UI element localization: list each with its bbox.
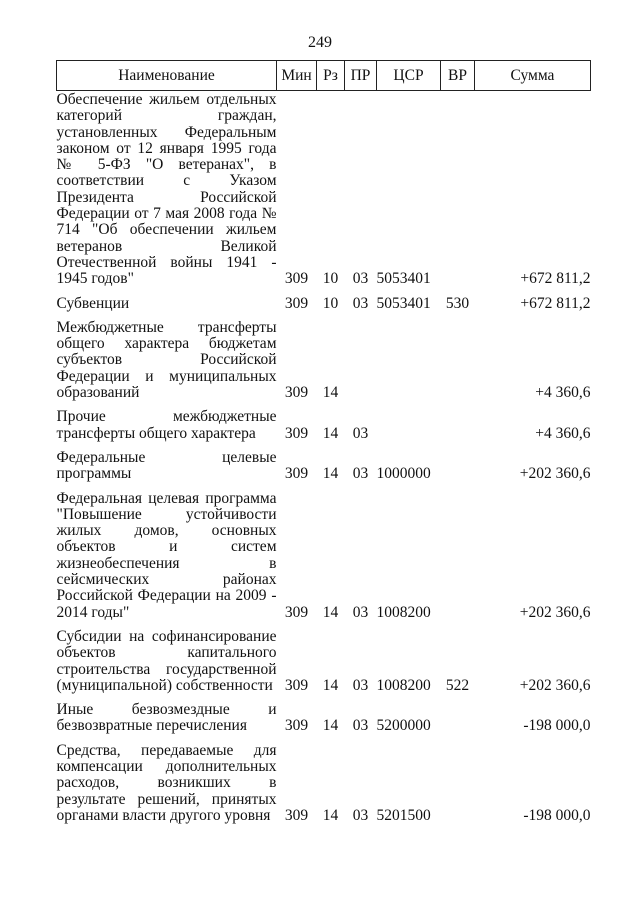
table-body	[57, 91, 591, 827]
row-sum: +202 360,6	[519, 465, 591, 483]
row-vr	[441, 91, 475, 290]
row-csr: 1008200	[376, 603, 431, 621]
row-pr: 03	[352, 294, 369, 312]
row-min: 309	[284, 384, 309, 402]
row-csr: 5053401	[376, 294, 431, 312]
table-row	[57, 444, 591, 485]
column-header-min: Мин	[277, 61, 317, 91]
row-name: Федеральная целевая программа "Повышение устойчивости жилых домов, основных объектов и систем жизнеобеспечения в сейсмических районах Российской Федерации на 2009 - 2014 годы"	[56, 489, 277, 621]
row-pr: 03	[352, 717, 369, 735]
row-min: 309	[284, 270, 309, 288]
row-min: 309	[284, 603, 309, 621]
row-sum: +4 360,6	[535, 424, 591, 442]
row-name: Обеспечение жильем отдельных категорий граждан, установленных Федеральным законом от 12 января 1995 года № 5-ФЗ "О ветеранах", в соответствии с Указом Президента Российской Федерации от 7 мая 2008 года № 714 "Об обеспечении жильем ветеранов Великой Отечественной войны 1941 - 1945 годов"	[56, 91, 277, 288]
row-name: Субсидии на софинансирование объектов капитального строительства государственной (муниципальной) собственности	[56, 627, 277, 694]
row-rz: 10	[322, 270, 339, 288]
table-row	[57, 623, 591, 696]
row-vr	[441, 314, 475, 403]
row-name: Прочие межбюджетные трансферты общего характера	[56, 408, 277, 442]
column-header-rz: Рз	[317, 61, 345, 91]
row-sum: +202 360,6	[519, 676, 591, 694]
row-sum: +4 360,6	[535, 384, 591, 402]
row-rz: 14	[322, 717, 339, 735]
row-name: Федеральные целевые программы	[56, 448, 277, 483]
table-row	[57, 314, 591, 403]
row-csr: 1000000	[376, 465, 431, 483]
row-rz: 10	[322, 294, 339, 312]
row-sum: +202 360,6	[519, 603, 591, 621]
page-number: 249	[308, 34, 332, 51]
row-name: Межбюджетные трансферты общего характера бюджетам субъектов Российской Федерации и муниципальных образований	[56, 318, 277, 402]
table-row	[57, 485, 591, 623]
column-header-csr: ЦСР	[377, 61, 441, 91]
table-row	[57, 696, 591, 737]
row-pr: 03	[352, 465, 369, 483]
row-sum: +672 811,2	[520, 270, 591, 288]
column-header-sum: Сумма	[475, 61, 591, 91]
row-name: Иные безвозмездные и безвозвратные перечисления	[56, 701, 277, 735]
table-row	[57, 91, 591, 290]
row-csr: 1008200	[376, 676, 431, 694]
row-min: 309	[284, 465, 309, 483]
row-pr: 03	[352, 603, 369, 621]
table-header	[57, 61, 591, 91]
row-vr: 530	[445, 294, 470, 312]
row-rz: 14	[322, 384, 339, 402]
row-min: 309	[284, 806, 309, 824]
row-vr	[441, 696, 475, 737]
row-vr	[441, 403, 475, 444]
row-sum: -198 000,0	[523, 717, 591, 735]
table-row	[57, 737, 591, 826]
row-rz: 14	[322, 676, 339, 694]
row-vr	[441, 485, 475, 623]
row-csr: 5200000	[376, 717, 431, 735]
budget-table	[56, 60, 591, 826]
row-name: Средства, передаваемые для компенсации дополнительных расходов, возникших в результате решений, принятых органами власти другого уровня	[56, 741, 277, 824]
row-csr	[377, 314, 441, 403]
row-csr	[377, 403, 441, 444]
row-vr	[441, 444, 475, 485]
row-rz: 14	[322, 465, 339, 483]
row-pr: 03	[352, 676, 369, 694]
row-min: 309	[284, 717, 309, 735]
row-vr	[441, 737, 475, 826]
row-pr: 03	[352, 806, 369, 824]
row-rz: 14	[322, 424, 339, 442]
row-min: 309	[284, 676, 309, 694]
row-csr: 5053401	[376, 270, 431, 288]
row-sum: -198 000,0	[523, 806, 591, 824]
row-rz: 14	[322, 806, 339, 824]
row-csr: 5201500	[376, 806, 431, 824]
table-row	[57, 403, 591, 444]
row-min: 309	[284, 424, 309, 442]
table-row	[57, 290, 591, 314]
column-header-vr: ВР	[441, 61, 475, 91]
row-pr: 03	[352, 270, 369, 288]
column-header-pr: ПР	[345, 61, 377, 91]
row-min: 309	[284, 294, 309, 312]
row-sum: +672 811,2	[520, 294, 591, 312]
row-pr	[345, 314, 377, 403]
row-rz: 14	[322, 603, 339, 621]
row-vr: 522	[445, 676, 470, 694]
row-pr: 03	[352, 424, 369, 442]
column-header-name: Наименование	[57, 61, 277, 91]
row-name: Субвенции	[56, 294, 130, 312]
